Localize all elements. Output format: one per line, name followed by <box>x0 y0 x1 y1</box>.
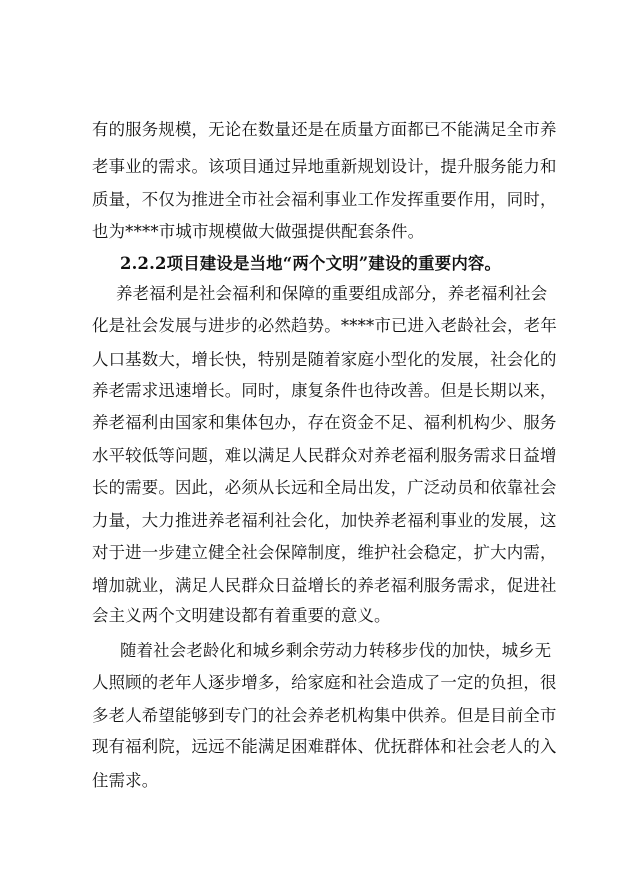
paragraph-line: 水平较低等问题，难以满足人民群众对养老福利服务需求日益增 <box>92 446 557 465</box>
paragraph-line: 力量，大力推进养老福利社会化，加快养老福利事业的发展，这 <box>92 511 557 530</box>
paragraph-line: 会主义两个文明建设都有着重要的意义。 <box>92 606 391 625</box>
section-heading: 2.2.2项目建设是当地“两个文明”建设的重要内容。 <box>120 254 502 273</box>
paragraph-line: 对于进一步建立健全社会保障制度，维护社会稳定，扩大内需， <box>92 543 557 562</box>
paragraph-line: 质量，不仅为推进全市社会福利事业工作发挥重要作用，同时， <box>92 190 557 209</box>
paragraph-line: 养老需求迅速增长。同时，康复条件也待改善。但是长期以来， <box>92 381 557 400</box>
paragraph-line: 有的服务规模，无论在数量还是在质量方面都已不能满足全市养 <box>92 120 557 139</box>
paragraph-line: 长的需要。因此，必须从长远和全局出发，广泛动员和依靠社会 <box>92 478 557 497</box>
paragraph-line: 养老福利由国家和集体包办，存在资金不足、福利机构少、服务 <box>92 413 557 432</box>
paragraph-line: 化是社会发展与进步的必然趋势。****市已进入老龄社会，老年 <box>92 316 557 335</box>
paragraph-line: 随着社会老龄化和城乡剩余劳动力转移步伐的加快，城乡无 <box>120 641 552 660</box>
paragraph-line: 现有福利院，远远不能满足困难群体、优抚群体和社会老人的入 <box>92 737 557 756</box>
paragraph-line: 人照顾的老年人逐步增多，给家庭和社会造成了一定的负担，很 <box>92 673 557 692</box>
paragraph-line: 人口基数大，增长快，特别是随着家庭小型化的发展，社会化的 <box>92 350 557 369</box>
paragraph-line: 多老人希望能够到专门的社会养老机构集中供养。但是目前全市 <box>92 706 557 725</box>
paragraph-line: 住需求。 <box>92 771 159 790</box>
paragraph-line: 老事业的需求。该项目通过异地重新规划设计，提升服务能力和 <box>92 157 557 176</box>
paragraph-line: 增加就业，满足人民群众日益增长的养老福利服务需求，促进社 <box>92 576 557 595</box>
paragraph-line: 养老福利是社会福利和保障的重要组成部分，养老福利社会 <box>116 284 548 303</box>
paragraph-line: 也为****市城市规模做大做强提供配套条件。 <box>92 222 425 241</box>
